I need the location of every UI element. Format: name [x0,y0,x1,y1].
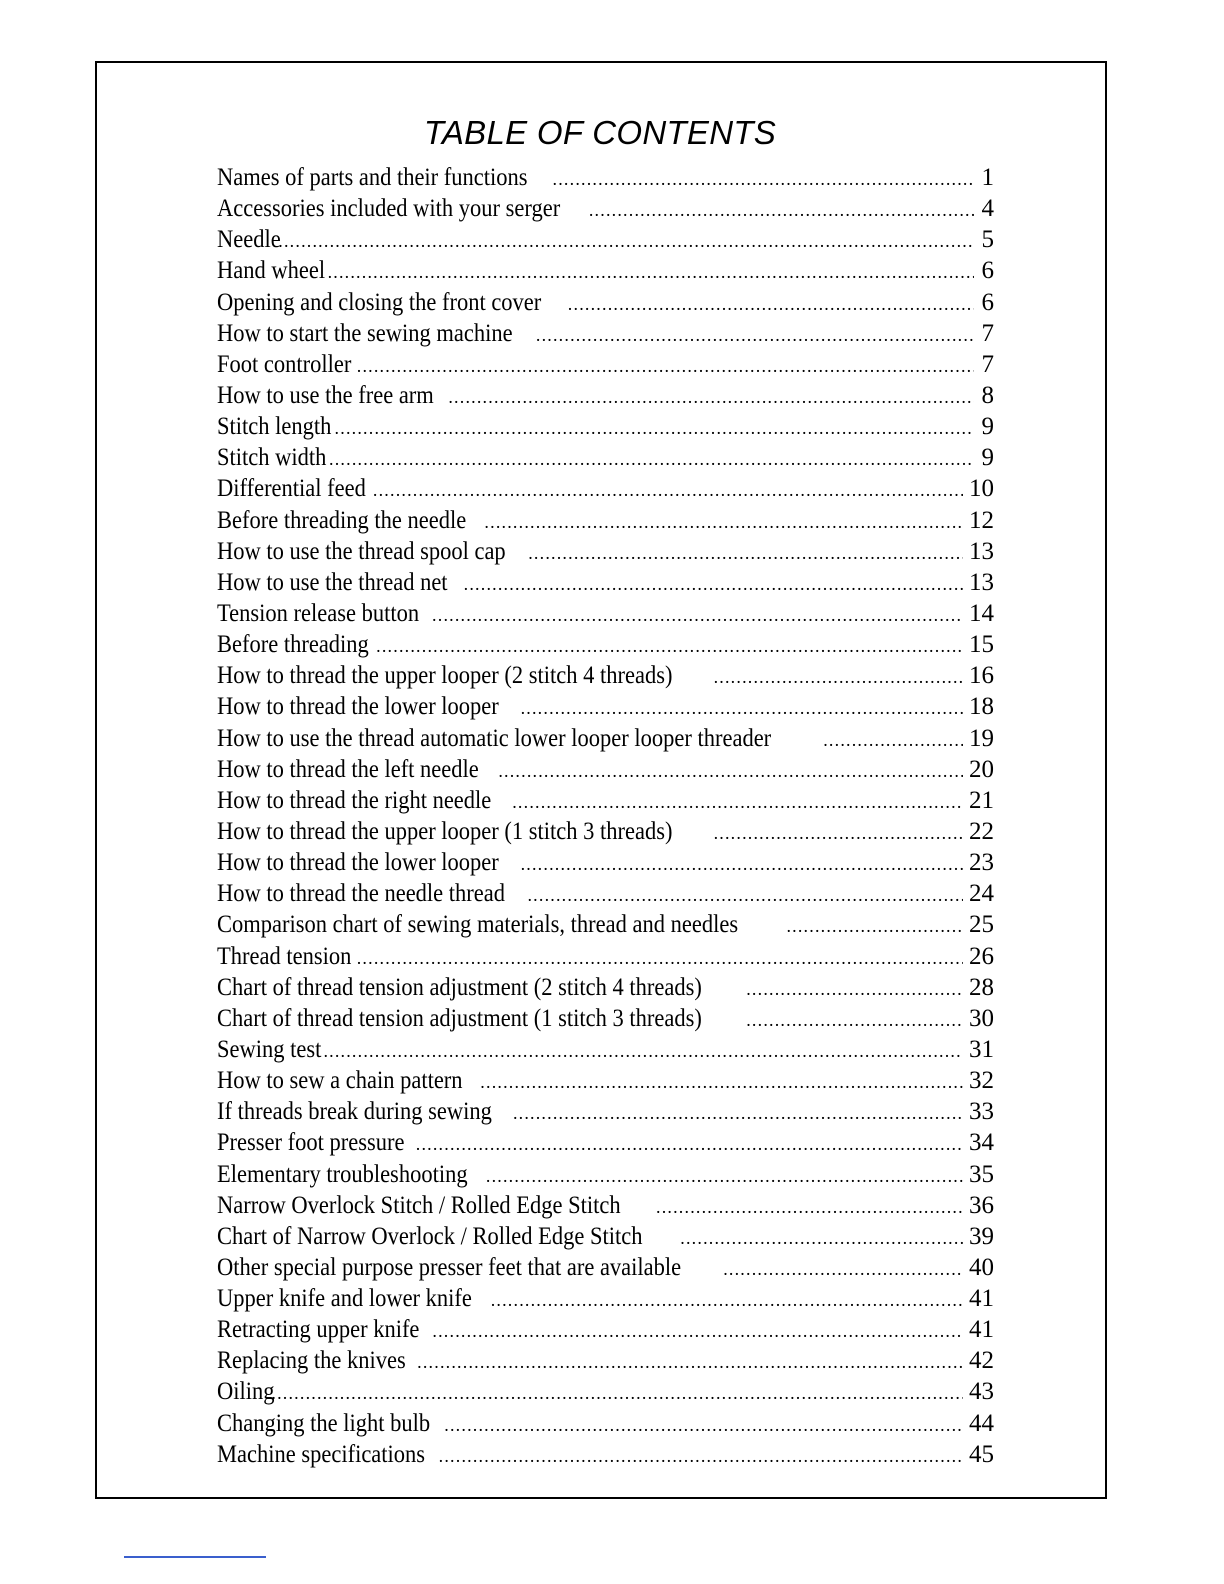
toc-leader [714,667,963,688]
toc-entry-page: 32 [969,1067,994,1095]
toc-entry-page: 42 [969,1347,994,1375]
toc-entry-page: 4 [981,195,994,223]
toc-entry [217,1378,994,1409]
toc-entry-text: Retracting upper knife [217,1316,420,1344]
toc-entry-text: Changing the light bulb [217,1409,431,1437]
toc-entry [217,382,994,413]
toc-entry-page: 16 [969,662,994,690]
toc-list [217,164,994,1472]
toc-entry-page: 43 [969,1378,994,1406]
toc-entry [217,818,994,849]
toc-entry-text: Foot controller [217,350,352,378]
toc-entry-text: How to use the free arm [217,381,434,409]
toc-entry [217,1254,994,1285]
toc-entry-page: 26 [969,942,994,970]
toc-entry-page: 13 [969,568,994,596]
toc-entry [217,444,994,475]
toc-entry-page: 14 [969,599,994,627]
toc-entry-page: 23 [969,849,994,877]
toc-entry-text: Chart of Narrow Overlock / Rolled Edge Stitch [217,1222,643,1250]
toc-entry [217,787,994,818]
toc-entry-page: 39 [969,1222,994,1250]
toc-entry [217,974,994,1005]
toc-entry [217,538,994,569]
toc-entry [217,1410,994,1441]
toc-entry [217,257,994,288]
toc-leader [357,948,963,969]
toc-entry [217,693,994,724]
toc-entry-page: 22 [969,817,994,845]
toc-entry [217,1192,994,1223]
toc-entry-text: How to thread the upper looper (1 stitch 3 threads) [217,817,673,845]
toc-leader [480,1072,963,1093]
toc-entry [217,320,994,351]
toc-leader [323,1041,963,1062]
toc-entry-text: How to thread the lower looper [217,849,499,877]
toc-entry-page: 44 [969,1409,994,1437]
toc-leader [335,418,974,439]
toc-entry-page: 7 [981,319,994,347]
toc-leader [278,231,974,252]
toc-entry-page: 41 [969,1285,994,1313]
toc-leader [464,574,963,595]
toc-entry [217,1067,994,1098]
toc-entry-text: Narrow Overlock Stitch / Rolled Edge Stitch [217,1191,621,1219]
toc-entry [217,164,994,195]
toc-entry-page: 21 [969,786,994,814]
toc-entry-page: 40 [969,1253,994,1281]
toc-leader [746,1010,963,1031]
toc-entry-page: 10 [969,475,994,503]
toc-entry-page: 15 [969,631,994,659]
toc-entry-text: Before threading [217,631,369,659]
toc-entry-text: Chart of thread tension adjustment (1 stitch 3 threads) [217,1004,702,1032]
toc-entry [217,195,994,226]
toc-entry [217,631,994,662]
toc-leader [723,1259,963,1280]
toc-leader [432,605,963,626]
toc-entry-page: 9 [981,413,994,441]
toc-entry [217,1223,994,1254]
toc-entry [217,569,994,600]
toc-entry-text: How to thread the left needle [217,755,479,783]
toc-entry-page: 35 [969,1160,994,1188]
toc-entry-text: How to sew a chain pattern [217,1067,463,1095]
toc-entry [217,475,994,506]
toc-entry [217,1441,994,1472]
toc-entry-text: Chart of thread tension adjustment (2 stitch 4 threads) [217,973,702,1001]
toc-leader [416,1134,963,1155]
toc-entry-page: 5 [981,226,994,254]
toc-entry [217,880,994,911]
toc-leader [786,916,963,937]
toc-entry [217,1005,994,1036]
toc-entry [217,1347,994,1378]
toc-entry-text: Comparison chart of sewing materials, thread and needles [217,911,739,939]
toc-leader [491,1290,963,1311]
toc-leader [823,730,963,751]
toc-leader [271,1383,963,1404]
toc-entry-text: How to thread the needle thread [217,880,506,908]
toc-entry-text: Differential feed [217,475,366,503]
toc-entry [217,849,994,880]
toc-leader [329,449,974,470]
toc-entry-page: 25 [969,911,994,939]
toc-entry-page: 6 [981,257,994,285]
footer-rule [124,1556,266,1558]
toc-entry [217,1161,994,1192]
toc-entry [217,413,994,444]
toc-entry-text: Before threading the needle [217,506,467,534]
toc-leader [714,823,963,844]
toc-entry [217,1129,994,1160]
toc-entry-page: 6 [981,288,994,316]
toc-leader [486,1166,963,1187]
toc-entry-text: Accessories included with your serger [217,195,561,223]
toc-entry [217,1098,994,1129]
toc-leader [448,387,974,408]
toc-entry-text: How to use the thread automatic lower looper looper threader [217,724,772,752]
toc-entry-page: 20 [969,755,994,783]
toc-entry-text: How to thread the right needle [217,786,492,814]
toc-entry [217,1285,994,1316]
toc-entry-page: 41 [969,1316,994,1344]
toc-entry-text: Replacing the knives [217,1347,406,1375]
toc-leader [528,543,963,564]
toc-entry [217,911,994,942]
toc-leader [568,294,974,315]
toc-entry [217,725,994,756]
toc-leader [680,1228,963,1249]
toc-entry-text: Stitch width [217,444,327,472]
toc-leader [357,356,974,377]
toc-leader [527,885,963,906]
toc-leader [553,169,974,190]
toc-entry [217,507,994,538]
toc-entry-text: How to thread the upper looper (2 stitch 4 threads) [217,662,673,690]
toc-leader [521,698,963,719]
toc-entry-text: Other special purpose presser feet that are available [217,1253,682,1281]
toc-entry-page: 24 [969,880,994,908]
toc-entry-text: How to start the sewing machine [217,319,513,347]
toc-entry-page: 31 [969,1035,994,1063]
toc-entry-page: 30 [969,1004,994,1032]
toc-leader [376,636,963,657]
toc-entry-page: 12 [969,506,994,534]
toc-leader [589,200,974,221]
toc-entry-page: 1 [981,164,994,191]
toc-leader [746,979,963,1000]
toc-entry [217,351,994,382]
toc-entry-text: Oiling [217,1378,275,1406]
toc-entry-text: Names of parts and their functions [217,164,528,191]
toc-entry-text: How to thread the lower looper [217,693,499,721]
toc-entry [217,943,994,974]
toc-entry-text: Tension release button [217,599,420,627]
toc-entry [217,662,994,693]
toc-entry [217,600,994,631]
toc-entry-page: 34 [969,1129,994,1157]
toc-leader [328,262,974,283]
toc-leader [513,1103,963,1124]
toc-leader [444,1415,963,1436]
toc-entry-text: Upper knife and lower knife [217,1285,472,1313]
toc-entry-page: 13 [969,537,994,565]
toc-entry [217,756,994,787]
toc-leader [484,512,963,533]
toc-leader [512,792,963,813]
toc-entry-page: 8 [981,381,994,409]
toc-entry [217,1036,994,1067]
toc-entry-page: 19 [969,724,994,752]
toc-entry-text: Needle [217,226,281,254]
toc-leader [498,761,963,782]
toc-leader [432,1321,963,1342]
toc-entry-page: 45 [969,1440,994,1468]
toc-entry-text: If threads break during sewing [217,1098,492,1126]
toc-entry-page: 36 [969,1191,994,1219]
toc-leader [417,1352,963,1373]
toc-entry-text: Machine specifications [217,1440,426,1468]
toc-entry [217,1316,994,1347]
toc-entry-text: Presser foot pressure [217,1129,405,1157]
toc-entry-page: 18 [969,693,994,721]
toc-entry-page: 9 [981,444,994,472]
toc-leader [521,854,963,875]
toc-entry-text: How to use the thread spool cap [217,537,506,565]
toc-entry-text: Thread tension [217,942,352,970]
toc-entry [217,226,994,257]
toc-leader [656,1197,963,1218]
toc-leader [439,1446,963,1467]
toc-entry-text: Stitch length [217,413,332,441]
toc-entry [217,289,994,320]
toc-entry-page: 33 [969,1098,994,1126]
toc-entry-page: 7 [981,350,994,378]
toc-entry-text: Opening and closing the front cover [217,288,542,316]
toc-leader [536,325,974,346]
toc-leader [373,480,963,501]
toc-entry-text: Sewing test [217,1035,322,1063]
toc-entry-text: Hand wheel [217,257,326,285]
toc-entry-text: Elementary troubleshooting [217,1160,468,1188]
toc-entry-page: 28 [969,973,994,1001]
toc-entry-text: How to use the thread net [217,568,448,596]
page-title: TABLE OF CONTENTS [423,114,777,151]
